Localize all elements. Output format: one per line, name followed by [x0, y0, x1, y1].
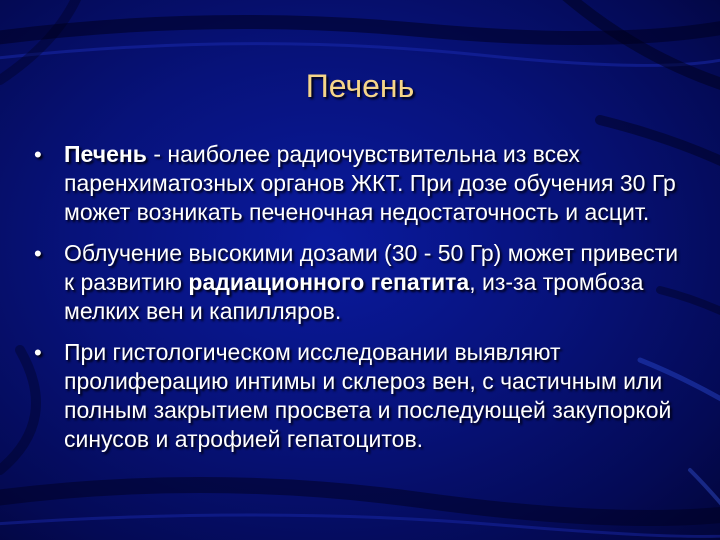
bullet-bold-lead: Печень: [64, 141, 147, 167]
bullet-text: При гистологическом исследовании выявляют пролиферацию интимы и склероз вен, с частичным или полным закрытием просвета и последующей закупоркой синусов и атрофией гепатоцитов.: [64, 339, 672, 452]
bullet-marker: •: [34, 340, 42, 365]
bullet-text: Облучение высокими дозами (30 - 50 Гр) может привести к развитию: [64, 240, 679, 295]
bullet-item: [34, 140, 694, 227]
bullet-text: , из-за тромбоза мелких вен и капилляров.: [64, 269, 644, 324]
bullet-list: [34, 140, 694, 466]
bullet-bold-term: радиационного гепатита: [188, 269, 470, 295]
bullet-text: - наиболее радиочувствительна из всех паренхиматозных органов ЖКТ. При дозе обучения 30 Гр может возникать печеночная недостаточность и асцит.: [64, 141, 676, 225]
bullet-marker: •: [34, 241, 42, 266]
bullet-item: [34, 239, 694, 326]
bullet-item: [34, 338, 694, 454]
slide-title: Печень: [305, 68, 415, 104]
bullet-marker: •: [34, 142, 42, 167]
